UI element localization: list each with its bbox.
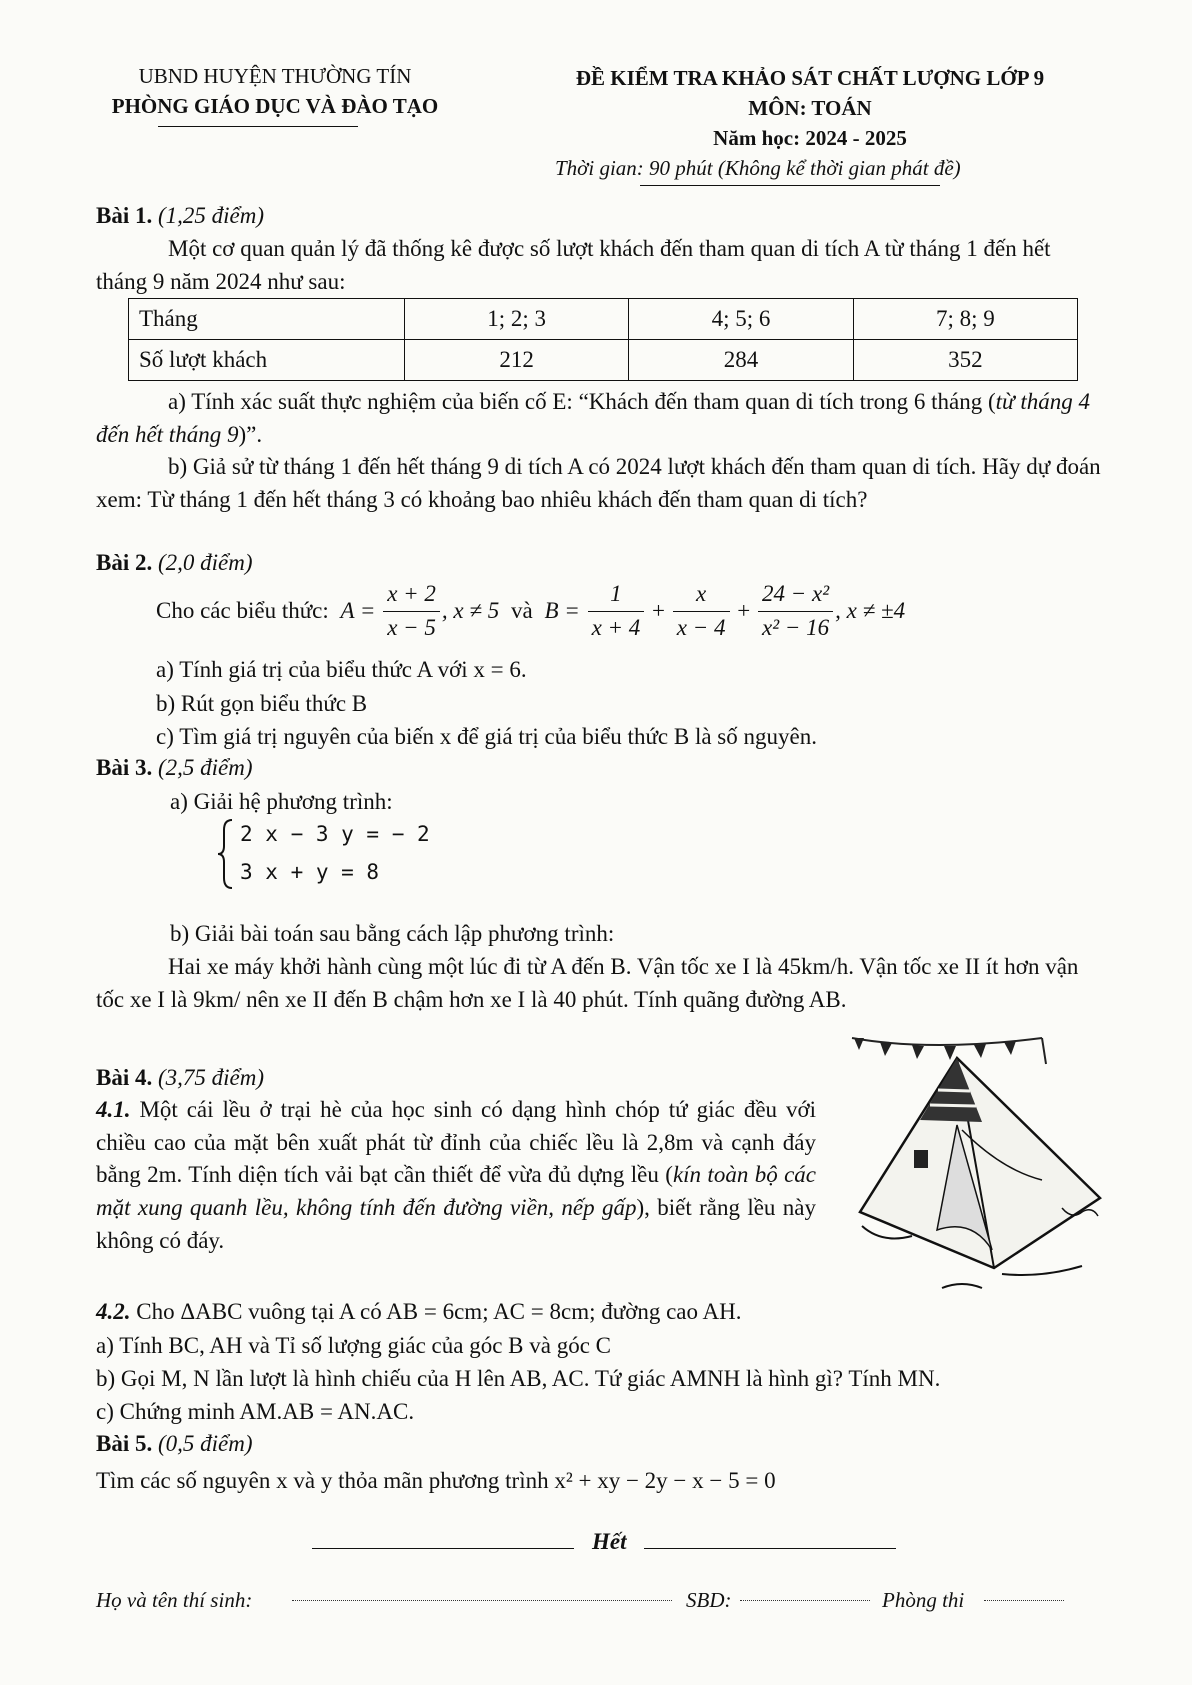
org-block — [60, 62, 490, 122]
table-cell: Tháng — [129, 299, 405, 340]
bai2-lead: Cho các biểu thức: — [156, 597, 329, 623]
expr-a-fraction — [383, 578, 440, 644]
bai1-title: Bài 1. — [96, 203, 153, 228]
room-blank[interactable] — [984, 1600, 1064, 1601]
bai4-points: (3,75 điểm) — [157, 1065, 265, 1090]
table-cell: 284 — [629, 340, 853, 381]
frac-num: x + 2 — [383, 578, 440, 612]
candidate-name-blank[interactable] — [292, 1600, 672, 1601]
expr-b-fraction-2 — [673, 578, 730, 644]
frac-den: x − 5 — [387, 614, 436, 640]
table-row — [129, 340, 1078, 381]
exam-duration: Thời gian: 90 phút (Không kể thời gian phát đề) — [555, 156, 961, 180]
duration-underline — [640, 185, 940, 186]
visitor-table — [128, 298, 1078, 381]
tent-illustration — [842, 1030, 1132, 1290]
end-rule-left — [312, 1548, 574, 1549]
bai1-part-a — [96, 386, 1106, 451]
equation-1: 2 x − 3 y = − 2 — [240, 822, 430, 846]
exam-title-block — [500, 64, 1120, 153]
bai4-1 — [96, 1094, 816, 1257]
org-underline — [158, 126, 358, 127]
sbd-label: SBD: — [686, 1588, 732, 1612]
bai3-heading — [96, 752, 1106, 785]
org-line-2: PHÒNG GIÁO DỤC VÀ ĐÀO TẠO — [111, 93, 439, 118]
bai4-1-text: Một cái lều ở trại hè của học sinh có dạng hình chóp tứ giác đều với chiều cao của mặt bên xuất phát từ đỉnh của chiếc lều là 2,8m và cạnh đáy bằng 2m. Tính diện tích vải bạt cần thiết để vừa đủ dựng lều ( — [96, 1097, 817, 1188]
bai4-2 — [96, 1296, 741, 1329]
plus-sign: + — [652, 597, 666, 623]
plus-sign: + — [737, 597, 751, 623]
table-cell: 212 — [405, 340, 629, 381]
subject: MÔN: TOÁN — [748, 95, 872, 120]
bai1-intro: Một cơ quan quản lý đã thống kê được số lượt khách đến tham quan di tích A từ tháng 1 đến hết tháng 9 năm 2024 như sau: — [96, 236, 1051, 294]
bai4-1-label: 4.1. — [96, 1097, 131, 1122]
table-row — [129, 299, 1078, 340]
expr-b-label: B = — [544, 597, 580, 623]
bai4-title: Bài 4. — [96, 1065, 153, 1090]
expr-a-cond: , x ≠ 5 — [441, 597, 500, 623]
and-word: và — [511, 597, 533, 623]
bai1-a-italic: từ tháng 4 đến hết tháng 9 — [96, 389, 1090, 447]
frac-num: 1 — [588, 578, 645, 612]
frac-den: x + 4 — [591, 614, 641, 640]
expr-b-fraction-1 — [588, 578, 645, 644]
system-brace — [216, 818, 236, 890]
bai1-heading — [96, 200, 1106, 233]
bai5-title: Bài 5. — [96, 1431, 153, 1456]
bai3-points: (2,5 điểm) — [157, 755, 253, 780]
bai1-a-end: )”. — [238, 421, 263, 447]
sbd-blank[interactable] — [740, 1600, 870, 1601]
table-cell: Số lượt khách — [129, 340, 405, 381]
table-cell: 7; 8; 9 — [853, 299, 1077, 340]
bai2-points: (2,0 điểm) — [157, 550, 253, 575]
frac-num: 24 − x² — [758, 578, 833, 612]
school-year: Năm học: 2024 - 2025 — [713, 125, 907, 150]
bai3-title: Bài 3. — [96, 755, 153, 780]
org-line-1: UBND HUYỆN THƯỜNG TÍN — [138, 64, 412, 88]
candidate-name-label: Họ và tên thí sinh: — [96, 1588, 253, 1612]
bai2-part-c: c) Tìm giá trị nguyên của biến x để giá trị của biểu thức B là số nguyên. — [156, 724, 817, 749]
bai4-part-b: b) Gọi M, N lần lượt là hình chiếu của H lên AB, AC. Tứ giác AMNH là hình gì? Tính MN. — [96, 1366, 941, 1391]
room-label: Phòng thi — [882, 1588, 965, 1612]
bai2-part-a: a) Tính giá trị của biểu thức A với x = 6. — [156, 657, 527, 682]
bai5-text: Tìm các số nguyên x và y thỏa mãn phương trình x² + xy − 2y − x − 5 = 0 — [96, 1468, 776, 1493]
bai4-2-label: 4.2. — [96, 1299, 131, 1324]
bai1-part-b: b) Giả sử từ tháng 1 đến hết tháng 9 di tích A có 2024 lượt khách đến tham quan di tích. Hãy dự đoán xem: Từ tháng 1 đến hết tháng 3 có khoảng bao nhiêu khách đến tham quan di tích? — [96, 454, 1101, 512]
bai4-1-italic: kín toàn bộ các mặt xung quanh lều, không tính đến đường viền, nếp gấp — [96, 1162, 817, 1220]
bai4-2-text: Cho ΔABC vuông tại A có AB = 6cm; AC = 8cm; đường cao AH. — [136, 1299, 742, 1324]
table-cell: 352 — [853, 340, 1077, 381]
bai3-part-b: b) Giải bài toán sau bằng cách lập phương trình: — [170, 921, 615, 946]
bai4-part-c: c) Chứng minh AM.AB = AN.AC. — [96, 1399, 415, 1424]
expr-b-fraction-3 — [758, 578, 833, 644]
end-mark: Hết — [592, 1529, 627, 1554]
bai4-part-a: a) Tính BC, AH và Tỉ số lượng giác của góc B và góc C — [96, 1333, 612, 1358]
exam-title: ĐỀ KIỂM TRA KHẢO SÁT CHẤT LƯỢNG LỚP 9 — [575, 66, 1045, 90]
bai2-title: Bài 2. — [96, 550, 153, 575]
bai3-problem: Hai xe máy khởi hành cùng một lúc đi từ A đến B. Vận tốc xe I là 45km/h. Vận tốc xe II ít hơn vận tốc xe I là 9km/ nên xe II đến B chậm hơn xe I là 40 phút. Tính quãng đường AB. — [96, 954, 1079, 1012]
bai3-part-a: a) Giải hệ phương trình: — [170, 789, 393, 814]
table-cell: 1; 2; 3 — [405, 299, 629, 340]
bai5-heading — [96, 1428, 1106, 1461]
bai1-a-text: a) Tính xác suất thực nghiệm của biến cố E: “Khách đến tham quan di tích trong 6 tháng ( — [168, 389, 996, 414]
bai2-part-b: b) Rút gọn biểu thức B — [156, 691, 368, 716]
frac-num: x — [673, 578, 730, 612]
end-rule-right — [644, 1548, 896, 1549]
bai4-1-end: ), biết rằng lều này không có đáy. — [96, 1194, 816, 1253]
bai2-heading — [96, 547, 1106, 580]
bai5-points: (0,5 điểm) — [157, 1431, 253, 1456]
table-cell: 4; 5; 6 — [629, 299, 853, 340]
frac-den: x − 4 — [676, 614, 726, 640]
bai2-expressions — [156, 578, 1116, 644]
expr-a-label: A = — [340, 597, 376, 623]
frac-den: x² − 16 — [762, 614, 830, 640]
equation-2: 3 x + y = 8 — [240, 860, 380, 884]
bai1-points: (1,25 điểm) — [157, 203, 265, 228]
expr-b-cond: , x ≠ ±4 — [835, 597, 906, 623]
